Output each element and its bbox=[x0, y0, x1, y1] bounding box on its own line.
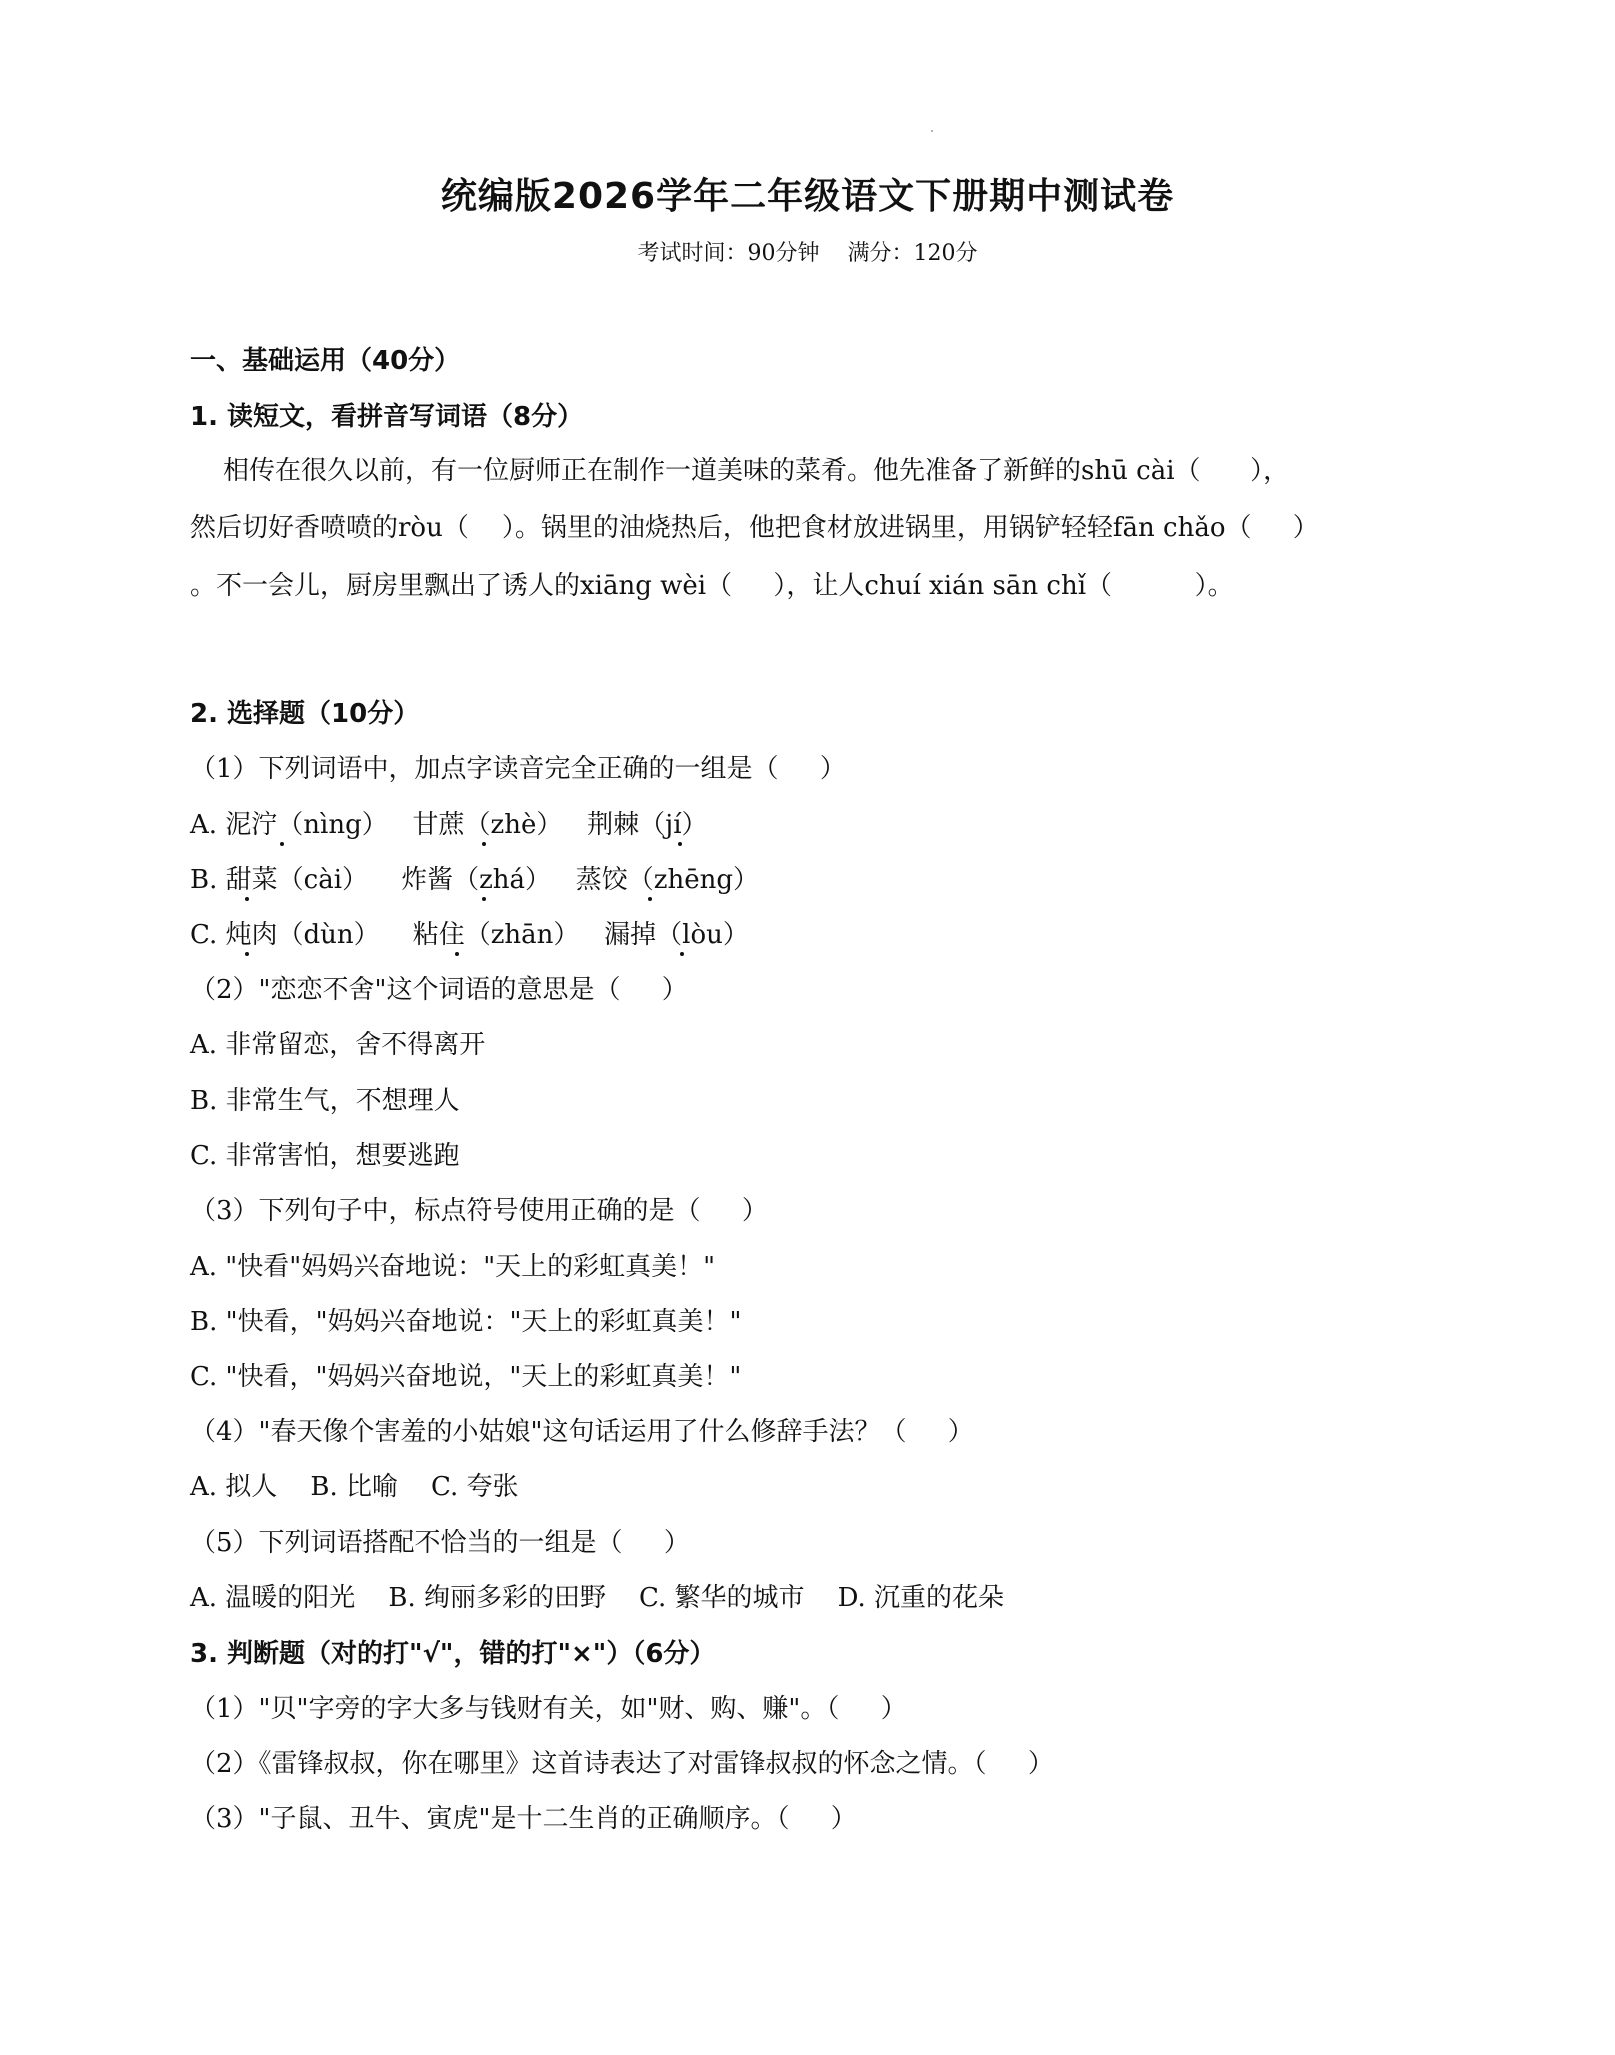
emphasis-dot bbox=[648, 897, 652, 901]
q2-q4-options: A. 拟人 B. 比喻 C. 夸张 bbox=[190, 1472, 519, 1502]
emphasis-dot bbox=[455, 952, 459, 956]
emphasis-dot bbox=[245, 897, 249, 901]
q1-heading: 1. 读短文，看拼音写词语（8分） bbox=[190, 402, 584, 432]
q2-q2-option-b: B. 非常生气，不想理人 bbox=[190, 1086, 460, 1116]
q2-q2-option-c: C. 非常害怕，想要逃跑 bbox=[190, 1141, 460, 1171]
q2-q3-option-c: C. "快看，"妈妈兴奋地说，"天上的彩虹真美！" bbox=[190, 1362, 742, 1392]
exam-title: 统编版2026学年二年级语文下册期中测试卷 bbox=[440, 176, 1175, 217]
q3-heading: 3. 判断题（对的打"√"，错的打"×"）（6分） bbox=[190, 1639, 716, 1669]
q3-statement-3: （3）"子鼠、丑牛、寅虎"是十二生肖的正确顺序。（ ） bbox=[190, 1804, 857, 1834]
q1-passage-line: 。不一会儿，厨房里飘出了诱人的xiāng wèi（ ），让人chuí xián sān chǐ（ ）。 bbox=[190, 571, 1234, 601]
scan-speck bbox=[931, 130, 933, 132]
q2-heading: 2. 选择题（10分） bbox=[190, 699, 420, 729]
q2-q3-option-a: A. "快看"妈妈兴奋地说："天上的彩虹真美！" bbox=[190, 1252, 716, 1282]
emphasis-dot bbox=[678, 842, 682, 846]
q2-q5-options: A. 温暖的阳光 B. 绚丽多彩的田野 C. 繁华的城市 D. 沉重的花朵 bbox=[190, 1583, 1005, 1613]
exam-subtitle: 考试时间：90分钟 满分：120分 bbox=[637, 241, 978, 266]
q3-statement-2: （2）《雷锋叔叔，你在哪里》这首诗表达了对雷锋叔叔的怀念之情。（ ） bbox=[190, 1749, 1054, 1779]
q2-question-3: （3）下列句子中，标点符号使用正确的是（ ） bbox=[190, 1196, 768, 1226]
q2-q3-option-b: B. "快看，"妈妈兴奋地说："天上的彩虹真美！" bbox=[190, 1307, 742, 1337]
q2-q2-option-a: A. 非常留恋，舍不得离开 bbox=[190, 1030, 486, 1060]
q2-question-4: （4）"春天像个害羞的小姑娘"这句话运用了什么修辞手法？（ ） bbox=[190, 1417, 974, 1447]
q3-statement-1: （1）"贝"字旁的字大多与钱财有关，如"财、购、赚"。（ ） bbox=[190, 1694, 907, 1724]
q2-question-5: （5）下列词语搭配不恰当的一组是（ ） bbox=[190, 1528, 690, 1558]
q2-question-2: （2）"恋恋不舍"这个词语的意思是（ ） bbox=[190, 975, 688, 1005]
q2-q1-option-a: A. 泥泞（nìng） 甘蔗（zhè） 荆棘（jí） bbox=[190, 810, 708, 840]
q2-q1-option-b: B. 甜菜（cài） 炸酱（zhá） 蒸饺（zhēng） bbox=[190, 865, 760, 895]
emphasis-dot bbox=[482, 842, 486, 846]
emphasis-dot bbox=[280, 842, 284, 846]
section1-heading: 一、基础运用（40分） bbox=[190, 346, 461, 376]
q1-passage-line: 相传在很久以前，有一位厨师正在制作一道美味的菜肴。他先准备了新鲜的shū cài（ ）， bbox=[190, 456, 1290, 486]
emphasis-dot bbox=[680, 952, 684, 956]
emphasis-dot bbox=[482, 897, 486, 901]
emphasis-dot bbox=[245, 952, 249, 956]
q2-q1-option-c: C. 炖肉（dùn） 粘住（zhān） 漏掉（lòu） bbox=[190, 920, 749, 950]
q2-question-1: （1）下列词语中，加点字读音完全正确的一组是（ ） bbox=[190, 754, 846, 784]
q1-passage-line: 然后切好香喷喷的ròu（ ）。锅里的油烧热后，他把食材放进锅里，用锅铲轻轻fān chǎo（ ） bbox=[190, 513, 1319, 543]
